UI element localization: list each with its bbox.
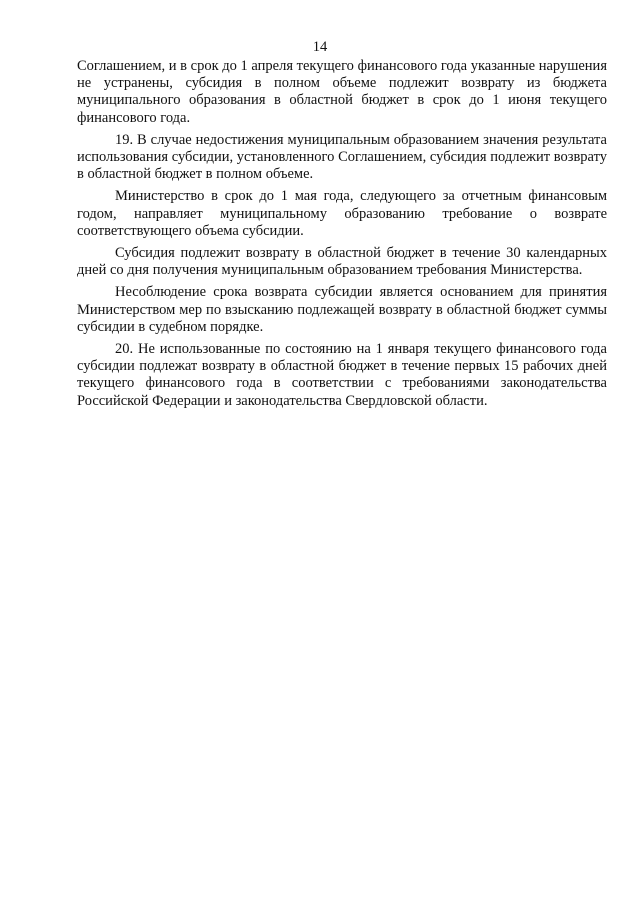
paragraph-item-19: 19. В случае недостижения муниципальным образованием значения результата использования субсидии, установленного Соглашением, субсидия подлежит возврату в областной бюджет в полном объеме.: [77, 131, 607, 183]
paragraph-court-recovery: Несоблюдение срока возврата субсидии является основанием для принятия Министерством мер по взысканию подлежащей возврату в областной бюджет суммы субсидии в судебном порядке.: [77, 284, 607, 335]
paragraph-return-period: Субсидия подлежит возврату в областной бюджет в течение 30 календарных дней со дня получения муниципальным образованием требования Министерства.: [77, 245, 607, 279]
paragraph-ministry-demand: Министерство в срок до 1 мая года, следующего за отчетным финансовым годом, направляет муниципальному образованию требование о возврате соответствующего объема субсидии.: [77, 188, 607, 239]
paragraph-item-20: 20. Не использованные по состоянию на 1 января текущего финансового года субсидии подлежат возврату в областной бюджет в течение первых 15 рабочих дней текущего финансового года в соответствии с требованиями законодательства Российской Федерации и законодательства Свердловской области.: [77, 341, 607, 409]
page-number: 14: [312, 39, 328, 55]
document-body: [77, 58, 607, 415]
paragraph-continuation: Соглашением, и в срок до 1 апреля текущего финансового года указанные нарушения не устранены, субсидия в полном объеме подлежит возврату из бюджета муниципального образования в областной бюджет в срок до 1 июня текущего финансового года.: [77, 58, 607, 126]
